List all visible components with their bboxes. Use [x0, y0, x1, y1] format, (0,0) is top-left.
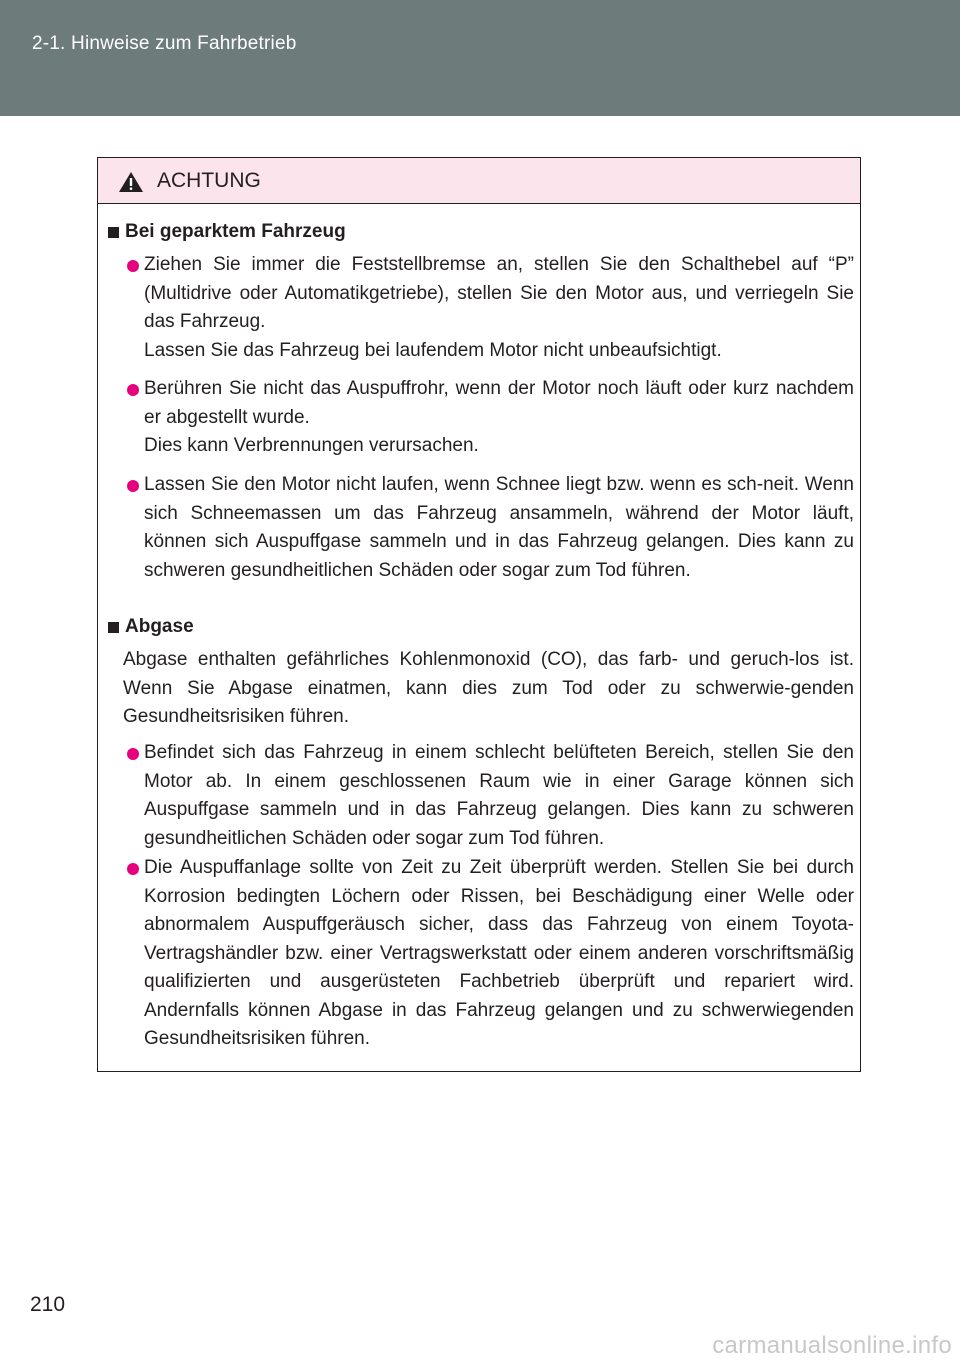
warning-title: ACHTUNG [157, 169, 261, 192]
warning-header [98, 158, 860, 204]
bullet-handbrake-note: Lassen Sie das Fahrzeug bei laufendem Motor nicht unbeaufsichtigt. [144, 340, 722, 361]
bullet-dot-icon [127, 748, 139, 760]
header-band [0, 0, 960, 116]
bullet-dot-icon [127, 384, 139, 396]
section-square-icon [108, 227, 119, 238]
section-heading-parked: Bei geparktem Fahrzeug [125, 221, 346, 242]
bullet-dot-icon [127, 863, 139, 875]
warning-triangle-icon [118, 171, 144, 193]
section-heading-exhaust: Abgase [125, 616, 194, 637]
bullet-dot-icon [127, 260, 139, 272]
bullet-exhaust-pipe: Berühren Sie nicht das Auspuffrohr, wenn der Motor noch läuft oder kurz nachdem er abgestellt wurde. [144, 378, 854, 428]
bullet-ventilation: Befindet sich das Fahrzeug in einem schlecht belüfteten Bereich, stellen Sie den Motor ab. In einem geschlossenen Raum wie in einer Garage können sich Auspuffgase sammeln und in das Fahrzeug gelangen. Dies kann zu schweren gesundheitlichen Schäden oder sogar zum Tod führen. [144, 742, 854, 849]
bullet-exhaust-inspection: Die Auspuffanlage sollte von Zeit zu Zeit überprüft werden. Stellen Sie bei durch Korrosion bedingten Löchern oder Rissen, bei Beschädigung einer Welle oder abnormalem Auspuffgeräusch sicher, dass das Fahrzeug von einem Toyota-Vertragshändler bzw. einer Vertragswerkstatt oder einem anderen vorschriftsmäßig qualifizierten und ausgerüsteten Fachbetrieb überprüft und repariert wird. Andernfalls können Abgase in das Fahrzeug gelangen und zu schwerwiegenden Gesundheitsrisiken führen. [144, 857, 854, 1049]
section-square-icon [108, 622, 119, 633]
bullet-dot-icon [127, 480, 139, 492]
section-title: 2-1. Hinweise zum Fahrbetrieb [32, 33, 297, 54]
bullet-exhaust-pipe-note: Dies kann Verbrennungen verursachen. [144, 435, 479, 456]
page-number: 210 [30, 1293, 66, 1316]
bullet-snow: Lassen Sie den Motor nicht laufen, wenn Schnee liegt bzw. wenn es sch-neit. Wenn sich Schneemassen um das Fahrzeug ansammeln, während der Motor läuft, können sich Auspuffgase sammeln und in das Fahrzeug gelangen. Dies kann zu schweren gesundheitlichen Schäden oder sogar zum Tod führen. [144, 474, 854, 581]
warning-box [97, 157, 861, 1072]
exhaust-intro: Abgase enthalten gefährliches Kohlenmonoxid (CO), das farb- und geruch-los ist. Wenn Sie Abgase einatmen, kann dies zum Tod oder zu schwerwie-genden Gesundheitsrisiken führen. [123, 649, 854, 727]
watermark: carmanualsonline.info [712, 1332, 952, 1359]
bullet-handbrake: Ziehen Sie immer die Feststellbremse an, stellen Sie den Schalthebel auf “P” (Multidrive oder Automatikgetriebe), stellen Sie den Motor aus, und verriegeln Sie das Fahrzeug. [144, 254, 854, 332]
